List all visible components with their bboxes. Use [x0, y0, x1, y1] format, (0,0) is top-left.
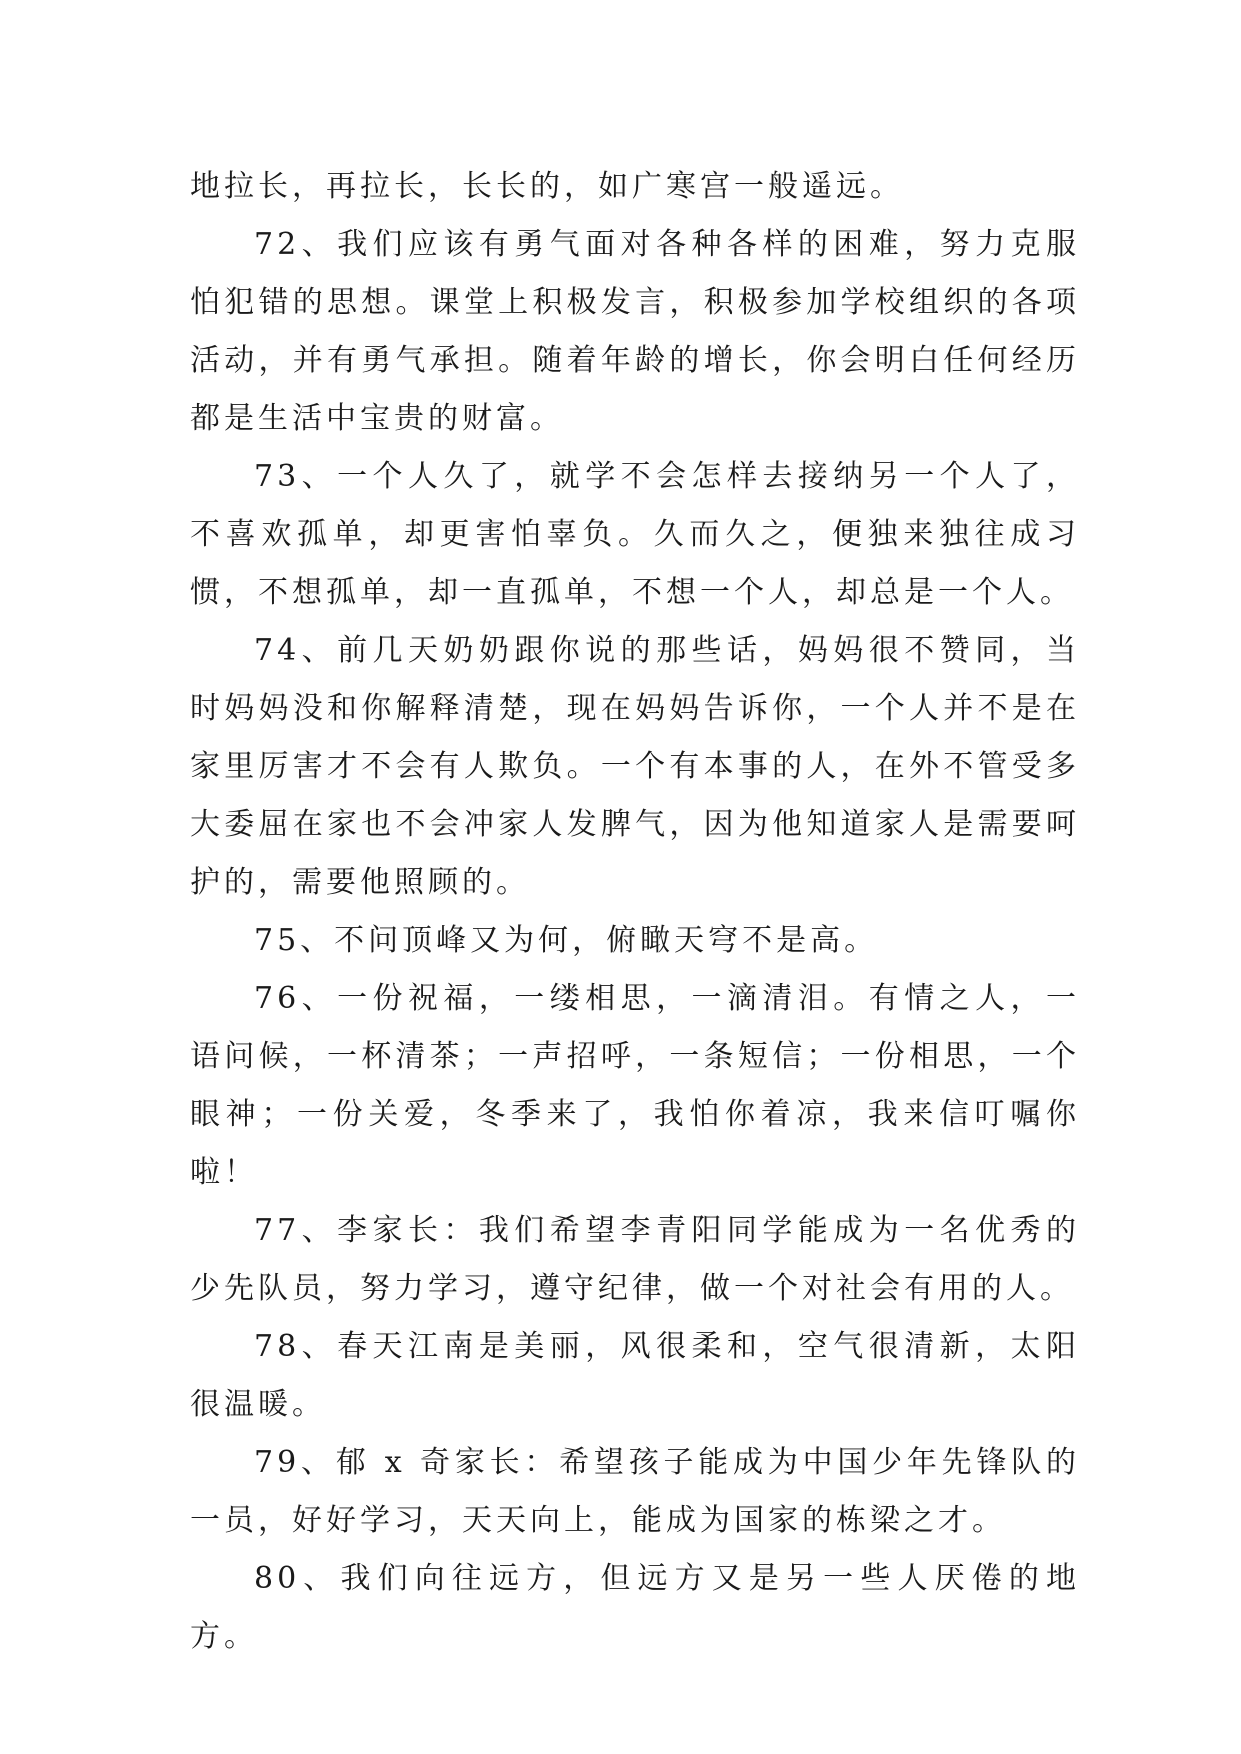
paragraph-78: 78、春天江南是美丽，风很柔和，空气很清新，太阳很温暖。: [190, 1329, 1080, 1422]
paragraph-80: 80、我们向往远方，但远方又是另一些人厌倦的地方。: [190, 1561, 1080, 1654]
paragraph-79: 79、郁 x 奇家长：希望孩子能成为中国少年先锋队的一员，好好学习，天天向上，能成为国家的栋梁之才。: [190, 1445, 1080, 1538]
paragraph-71-continued: 地拉长，再拉长，长长的，如广寒宫一般遥远。: [190, 169, 904, 204]
paragraph-77: 77、李家长：我们希望李青阳同学能成为一名优秀的少先队员，努力学习，遵守纪律，做一个对社会有用的人。: [190, 1213, 1080, 1306]
paragraph-75: 75、不问顶峰又为何，俯瞰天穹不是高。: [254, 923, 879, 958]
document-body: [190, 158, 1080, 1666]
paragraph-72: 72、我们应该有勇气面对各种各样的困难，努力克服怕犯错的思想。课堂上积极发言，积极参加学校组织的各项活动，并有勇气承担。随着年龄的增长，你会明白任何经历都是生活中宝贵的财富。: [190, 227, 1080, 436]
paragraph-73: 73、一个人久了，就学不会怎样去接纳另一个人了，不喜欢孤单，却更害怕辜负。久而久之，便独来独往成习惯，不想孤单，却一直孤单，不想一个人，却总是一个人。: [190, 459, 1080, 610]
paragraph-74: 74、前几天奶奶跟你说的那些话，妈妈很不赞同，当时妈妈没和你解释清楚，现在妈妈告诉你，一个人并不是在家里厉害才不会有人欺负。一个有本事的人，在外不管受多大委屈在家也不会冲家人发脾气，因为他知道家人是需要呵护的，需要他照顾的。: [190, 633, 1080, 900]
paragraph-76: 76、一份祝福，一缕相思，一滴清泪。有情之人，一语问候，一杯清茶；一声招呼，一条短信；一份相思，一个眼神；一份关爱，冬季来了，我怕你着凉，我来信叮嘱你啦！: [190, 981, 1080, 1190]
